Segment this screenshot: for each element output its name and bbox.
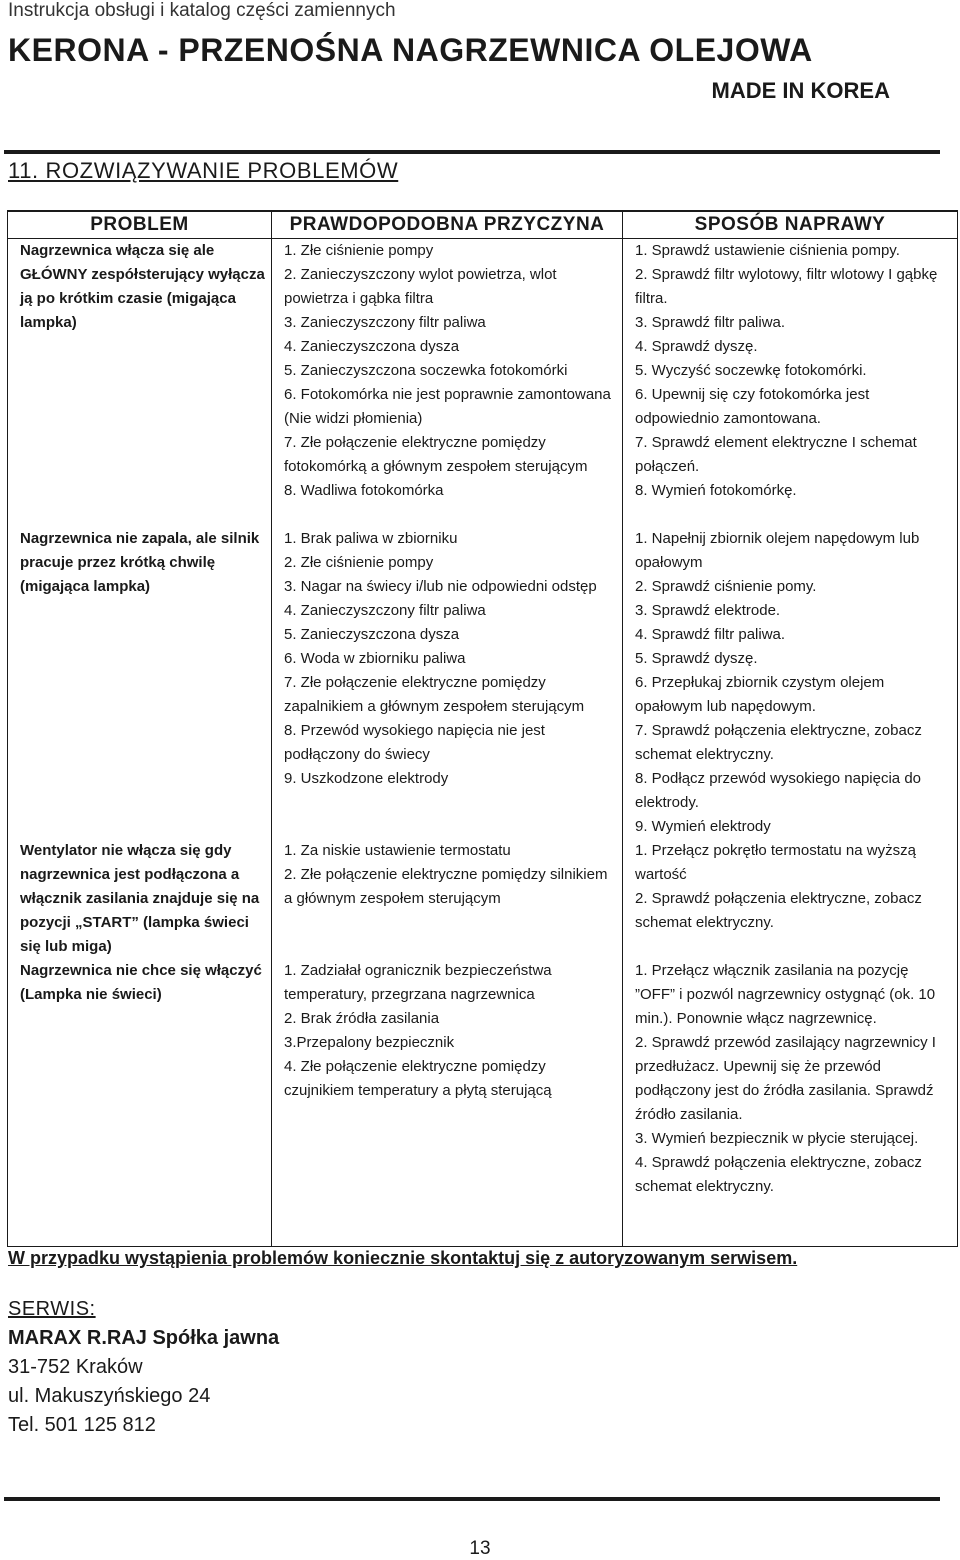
cause-item: 4. Zanieczyszczona dysza	[284, 338, 460, 355]
problem-text: Nagrzewnica nie chce się włączyć (Lampka nie świeci)	[20, 961, 262, 1003]
remedy-item: 4. Sprawdź dyszę.	[635, 338, 758, 355]
remedy-item: 3. Sprawdź filtr paliwa.	[635, 314, 786, 331]
remedy-item: 3. Wymień bezpiecznik w płycie sterującej.	[635, 1129, 919, 1147]
cause-item: 1. Zadziałał ogranicznik bezpieczeństwa temperatury, przegrzana nagrzewnica	[284, 961, 552, 1003]
table-row	[8, 527, 958, 839]
problem-cell	[8, 959, 272, 1247]
service-company: MARAX R.RAJ Spółka jawna	[8, 1327, 280, 1349]
remedy-item: 1. Napełnij zbiornik olejem napędowym lub opałowym	[635, 529, 920, 571]
cause-item: 9. Uszkodzone elektrody	[284, 769, 449, 787]
remedy-item: 7. Sprawdź element elektryczne I schemat połączeń.	[635, 434, 917, 475]
cause-item: 7. Złe połączenie elektryczne pomiędzy zapalnikiem a głównym zespołem sterującym	[284, 673, 585, 715]
cause-item: 3. Zanieczyszczony filtr paliwa	[284, 314, 486, 331]
cause-item: 1. Brak paliwa w zbiorniku	[284, 529, 458, 547]
cause-item: 2. Zanieczyszczony wylot powietrza, wlot powietrza i gąbka filtra	[284, 266, 557, 307]
causes-cell	[272, 527, 623, 839]
cause-item: 5. Zanieczyszczona soczewka fotokomórki	[284, 362, 568, 379]
table-header-row	[8, 211, 958, 239]
page-number: 13	[469, 1538, 491, 1559]
cause-item: 1. Za niskie ustawienie termostatu	[284, 841, 511, 859]
remedy-item: 8. Podłącz przewód wysokiego napięcia do elektrody.	[635, 769, 922, 811]
remedy-item: 2. Sprawdź ciśnienie pomy.	[635, 577, 817, 595]
cause-item: 6. Woda w zbiorniku paliwa	[284, 649, 466, 667]
causes-cell	[272, 839, 623, 959]
causes-cell	[272, 959, 623, 1247]
cause-item: 2. Złe połączenie elektryczne pomiędzy silnikiem a głównym zespołem sterującym	[284, 865, 608, 907]
remedy-item: 2. Sprawdź połączenia elektryczne, zobacz schemat elektryczny.	[635, 889, 922, 931]
service-notice: W przypadku wystąpienia problemów koniecznie skontaktuj się z autoryzowanym serwisem.	[8, 1248, 798, 1268]
table-row	[8, 839, 958, 959]
top-divider	[4, 150, 940, 154]
service-street: ul. Makuszyńskiego 24	[8, 1385, 211, 1407]
table-row	[8, 239, 958, 527]
problem-text: Wentylator nie włącza się gdy nagrzewnica jest podłączona a włącznik zasilania znajduje się na pozycji „START” (lampka świeci się lub miga)	[20, 841, 260, 955]
remedy-item: 7. Sprawdź połączenia elektryczne, zobacz schemat elektryczny.	[635, 721, 922, 763]
cause-item: 3.Przepalony bezpiecznik	[284, 1033, 455, 1051]
table-row	[8, 959, 958, 1247]
column-header-remedy: SPOSÓB NAPRAWY	[623, 211, 958, 239]
remedy-item: 1. Sprawdź ustawienie ciśnienia pompy.	[635, 242, 900, 259]
cause-item: 4. Zanieczyszczony filtr paliwa	[284, 601, 486, 619]
bottom-divider	[4, 1497, 940, 1501]
cause-item: 7. Złe połączenie elektryczne pomiędzy fotokomórką a głównym zespołem sterującym	[284, 434, 588, 475]
cause-item: 2. Złe ciśnienie pompy	[284, 553, 434, 571]
remedy-item: 4. Sprawdź filtr paliwa.	[635, 625, 786, 643]
problem-cell	[8, 527, 272, 839]
column-header-problem: PROBLEM	[8, 211, 272, 239]
remedy-item: 5. Wyczyść soczewkę fotokomórki.	[635, 362, 867, 379]
document-subtitle: Instrukcja obsługi i katalog części zamiennych	[8, 0, 396, 21]
cause-item: 3. Nagar na świecy i/lub nie odpowiedni odstęp	[284, 577, 597, 595]
remedy-item: 1. Przełącz pokrętło termostatu na wyższą wartość	[635, 841, 916, 883]
remedy-item: 4. Sprawdź połączenia elektryczne, zobacz schemat elektryczny.	[635, 1153, 922, 1195]
cause-item: 2. Brak źródła zasilania	[284, 1009, 440, 1027]
remedy-item: 3. Sprawdź elektrode.	[635, 601, 781, 619]
cause-item: 8. Przewód wysokiego napięcia nie jest podłączony do świecy	[284, 721, 545, 763]
cause-item: 5. Zanieczyszczona dysza	[284, 625, 460, 643]
remedies-cell	[623, 839, 958, 959]
remedy-item: 9. Wymień elektrody	[635, 817, 771, 835]
remedies-cell	[623, 959, 958, 1247]
causes-cell	[272, 239, 623, 527]
remedy-item: 8. Wymień fotokomórkę.	[635, 482, 797, 499]
cause-item: 1. Złe ciśnienie pompy	[284, 242, 434, 259]
remedy-item: 6. Upewnij się czy fotokomórka jest odpowiednio zamontowana.	[635, 386, 870, 427]
remedies-cell	[623, 527, 958, 839]
troubleshooting-table	[7, 210, 958, 1247]
cause-item: 4. Złe połączenie elektryczne pomiędzy czujnikiem temperatury a płytą sterującą	[284, 1057, 552, 1099]
cause-item: 8. Wadliwa fotokomórka	[284, 482, 444, 499]
made-in-label: MADE IN KOREA	[711, 78, 890, 103]
problem-text: Nagrzewnica nie zapala, ale silnik pracuje przez krótką chwilę (migająca lampka)	[20, 529, 260, 595]
problem-cell	[8, 239, 272, 527]
remedy-item: 6. Przepłukaj zbiornik czystym olejem opałowym lub napędowym.	[635, 673, 885, 715]
service-heading: SERWIS:	[8, 1298, 96, 1320]
document-title: KERONA - PRZENOŚNA NAGRZEWNICA OLEJOWA	[8, 32, 813, 68]
service-phone: Tel. 501 125 812	[8, 1414, 156, 1436]
problem-text: Nagrzewnica włącza się ale GŁÓWNY zespółsterujący wyłącza ją po krótkim czasie (migająca lampka)	[20, 242, 265, 331]
remedies-cell	[623, 239, 958, 527]
problem-cell	[8, 839, 272, 959]
cause-item: 6. Fotokomórka nie jest poprawnie zamontowana (Nie widzi płomienia)	[284, 386, 611, 427]
remedy-item: 5. Sprawdź dyszę.	[635, 649, 758, 667]
remedy-item: 2. Sprawdź przewód zasilający nagrzewnicy I przedłużacz. Upewnij się że przewód podłączony jest do źródła zasilania. Sprawdź źródło zasilania.	[635, 1033, 936, 1123]
section-title: 11. ROZWIĄZYWANIE PROBLEMÓW	[8, 158, 399, 183]
remedy-item: 1. Przełącz włącznik zasilania na pozycję ”OFF” i pozwól nagrzewnicy ostygnąć (ok. 10 min.). Ponownie włącz nagrzewnicę.	[635, 961, 936, 1027]
remedy-item: 2. Sprawdź filtr wylotowy, filtr wlotowy I gąbkę filtra.	[635, 266, 938, 307]
service-city: 31-752 Kraków	[8, 1356, 143, 1378]
column-header-cause: PRAWDOPODOBNA PRZYCZYNA	[272, 211, 623, 239]
